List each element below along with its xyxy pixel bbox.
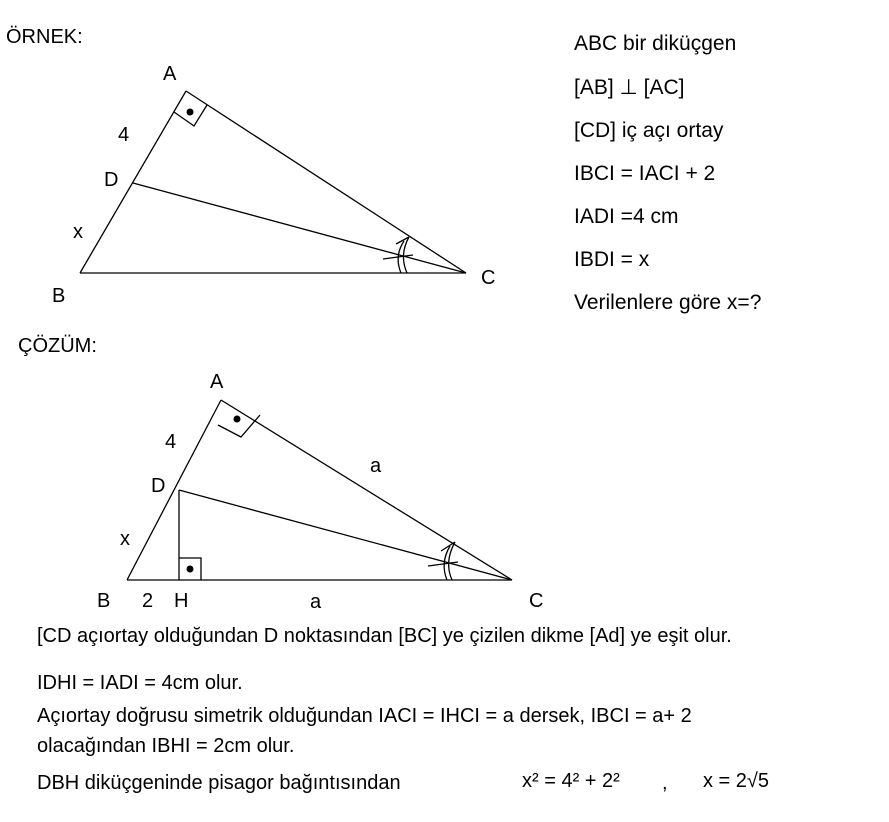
right-angle-dot-a bbox=[234, 416, 241, 423]
solution-line-1: [CD açıortay olduğundan D noktasından [BC] ye çizilen dikme [Ad] ye eşit olur. bbox=[37, 625, 732, 647]
solution-label-ac: a bbox=[370, 455, 382, 477]
example-heading: ÖRNEK: bbox=[6, 26, 83, 48]
solution-line-3: Açıortay doğrusu simetrik olduğundan IACI = IHCI = a dersek, IBCI = a+ 2 bbox=[37, 705, 692, 727]
solution-line-4: olacağından IBHI = 2cm olur. bbox=[37, 735, 295, 757]
bisector-cd bbox=[179, 490, 512, 580]
example-label-c: C bbox=[481, 267, 496, 289]
given-4: IBCI = IACI + 2 bbox=[574, 162, 716, 185]
solution-label-b: B bbox=[97, 590, 111, 612]
solution-label-a: A bbox=[210, 371, 224, 393]
equation-separator: , bbox=[662, 772, 668, 794]
given-1: ABC bir diküçgen bbox=[574, 32, 737, 55]
final-answer: x = 2√5 bbox=[703, 770, 770, 792]
solution-line-5: DBH diküçgeninde pisagor bağıntısından bbox=[37, 772, 401, 794]
example-label-b: B bbox=[52, 285, 66, 307]
given-6: IBDI = x bbox=[574, 248, 650, 271]
given-7: Verilenlere göre x=? bbox=[574, 291, 762, 314]
given-3: [CD] iç açı ortay bbox=[574, 119, 724, 142]
example-label-d: D bbox=[104, 169, 119, 191]
pythagoras-equation: x² = 4² + 2² bbox=[522, 770, 620, 792]
solution-label-d: D bbox=[151, 475, 166, 497]
solution-label-bh: 2 bbox=[142, 590, 154, 612]
solution-heading: ÇÖZÜM: bbox=[18, 335, 97, 357]
solution-label-ad: 4 bbox=[165, 431, 177, 453]
side-ab bbox=[127, 400, 221, 580]
solution-line-2: IDHI = IADI = 4cm olur. bbox=[37, 672, 243, 694]
given-2: [AB] ⊥ [AC] bbox=[574, 76, 685, 99]
given-5: IADI =4 cm bbox=[574, 205, 679, 228]
right-angle-dot-h bbox=[187, 566, 194, 573]
solution-label-h: H bbox=[174, 590, 189, 612]
example-label-ad: 4 bbox=[118, 124, 130, 146]
example-label-bd: x bbox=[73, 221, 83, 243]
example-label-a: A bbox=[163, 63, 177, 85]
side-ac bbox=[221, 400, 512, 580]
solution-label-bd: x bbox=[120, 528, 130, 550]
solution-label-hc: a bbox=[310, 591, 322, 613]
solution-label-c: C bbox=[529, 590, 544, 612]
